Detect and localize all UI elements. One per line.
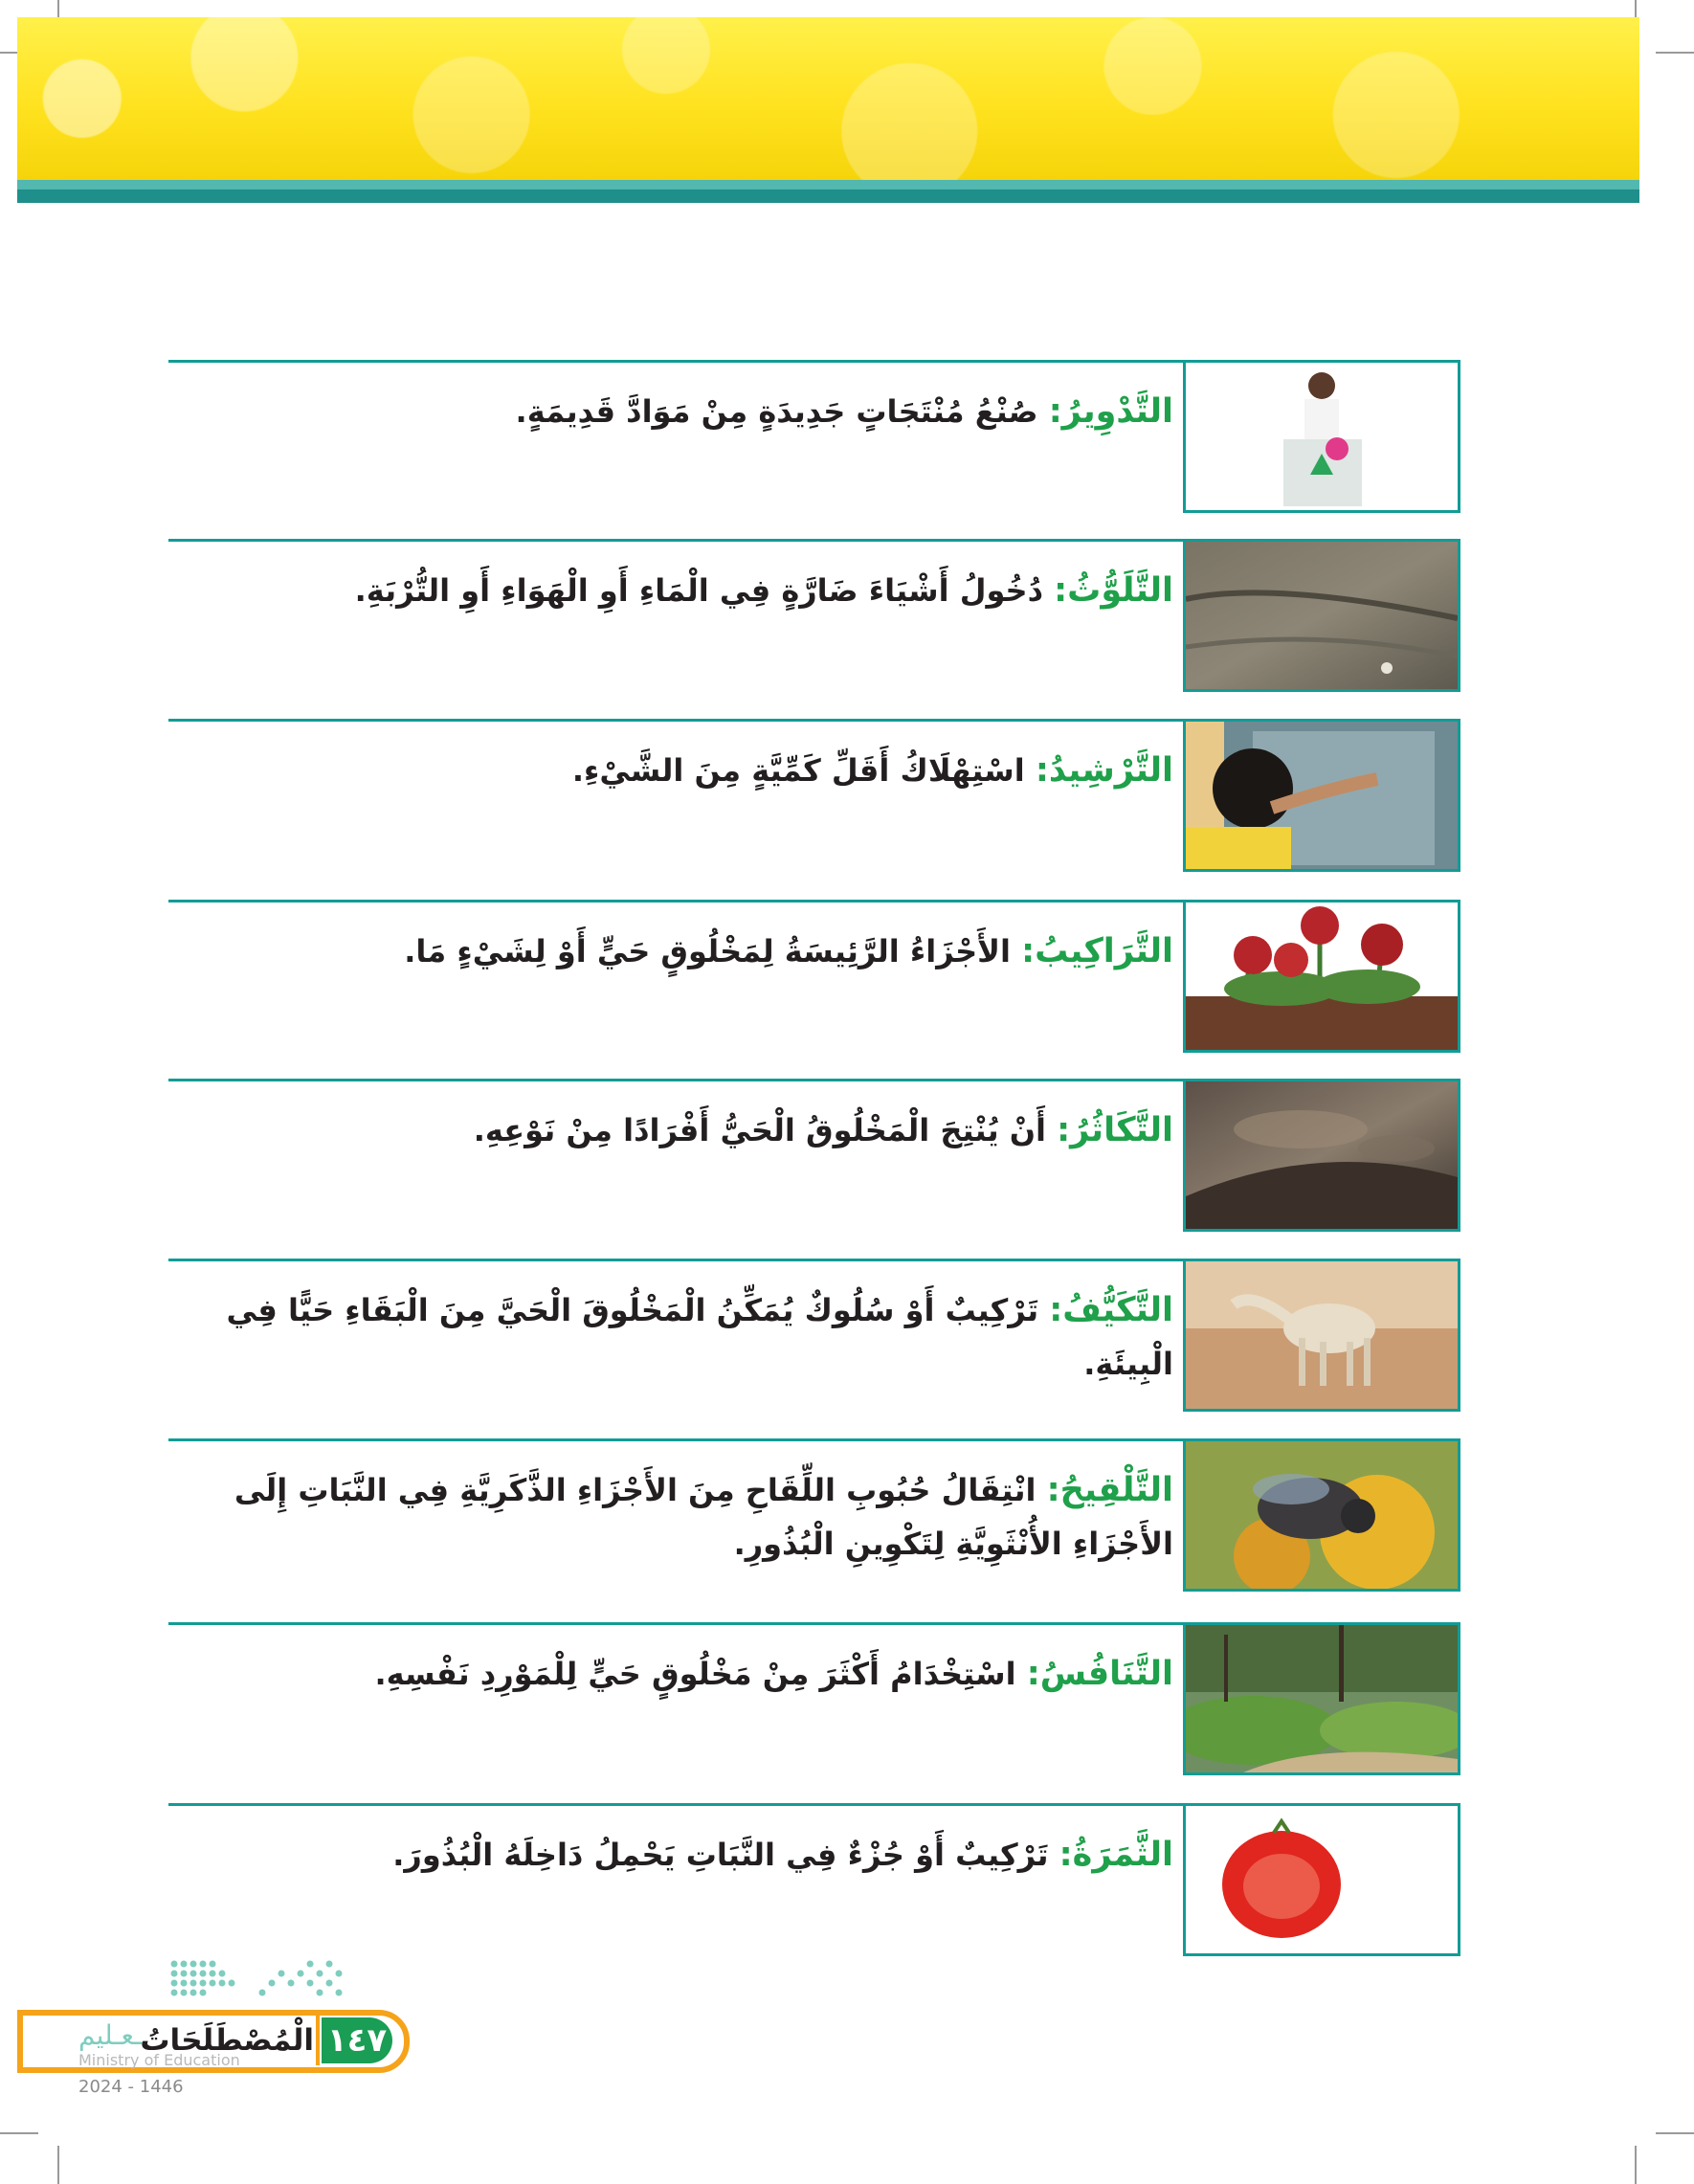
crop-mark <box>1635 2146 1637 2184</box>
camel-desert-photo <box>1183 1259 1460 1412</box>
entry-rule <box>168 1438 1183 1441</box>
entry-term: التَّكَيُّفُ: <box>1049 1291 1173 1329</box>
entry-text <box>197 744 1173 797</box>
header-stripe-dark <box>17 189 1639 203</box>
ministry-logo-dots <box>170 1958 343 2000</box>
entry-rule <box>168 360 1183 363</box>
glossary-entry <box>168 1803 1460 1956</box>
entry-term: التَّدْوِيرُ: <box>1048 392 1173 431</box>
entry-rule <box>168 1259 1183 1261</box>
glossary-entry <box>168 1259 1460 1412</box>
entry-term: التَّلْقِيحُ: <box>1046 1471 1173 1509</box>
header-banner <box>17 17 1639 180</box>
entry-definition: تَرْكِيبٌ أَوْ سُلُوكٌ يُمَكِّنُ الْمَخْلُوقَ الْحَيَّ مِنَ الْبَقَاءِ حَيًّا فِي الْبِيئَةِ. <box>226 1292 1173 1382</box>
entry-definition: انْتِقَالُ حُبُوبِ اللِّقَاحِ مِنَ الأَجْزَاءِ الذَّكَرِيَّةِ فِي النَّبَاتِ إِلَى الأَجْزَاءِ الأُنْثَوِيَّةِ لِتَكْوِينِ الْبُذُورِ. <box>234 1472 1173 1562</box>
crop-mark <box>1656 52 1694 54</box>
entry-definition: الأَجْزَاءُ الرَّئِيسَةُ لِمَخْلُوقٍ حَيٍّ أَوْ لِشَيْءٍ مَا. <box>404 933 1022 969</box>
red-flowers-photo <box>1183 900 1460 1053</box>
entry-definition: دُخُولُ أَشْيَاءَ ضَارَّةٍ فِي الْمَاءِ أَوِ الْهَوَاءِ أَوِ التُّرْبَةِ. <box>354 572 1055 609</box>
entry-rule <box>168 1079 1183 1081</box>
ministry-name: Ministry of Education <box>78 2051 240 2069</box>
entry-text <box>197 564 1173 617</box>
entry-term: التَّرْشِيدُ: <box>1035 751 1173 790</box>
entry-text <box>197 1647 1173 1701</box>
entry-text <box>197 925 1173 978</box>
polluted-ground-photo <box>1183 539 1460 692</box>
entry-rule <box>168 719 1183 722</box>
entry-definition: اسْتِهْلَاكُ أَقَلِّ كَمِّيَّةٍ مِنَ الشَّيْءِ. <box>571 752 1036 789</box>
crop-mark <box>1656 2132 1694 2134</box>
ministry-logo-text: ـعـليم <box>78 2019 143 2051</box>
entry-text <box>197 1103 1173 1157</box>
entry-definition: اسْتِخْدَامُ أَكْثَرَ مِنْ مَخْلُوقٍ حَيٍّ لِلْمَوْرِدِ نَفْسِهِ. <box>374 1656 1027 1692</box>
entry-definition: صُنْعُ مُنْتَجَاتٍ جَدِيدَةٍ مِنْ مَوَادَّ قَدِيمَةٍ. <box>515 393 1049 430</box>
glossary-entry <box>168 719 1460 872</box>
entry-rule <box>168 539 1183 542</box>
boy-washing-hands-photo <box>1183 719 1460 872</box>
entry-definition: أَنْ يُنْتِجَ الْمَخْلُوقُ الْحَيُّ أَفْرَادًا مِنْ نَوْعِهِ. <box>473 1112 1058 1148</box>
edition-year: 2024 - 1446 <box>78 2077 184 2097</box>
entry-rule <box>168 900 1183 903</box>
entry-term: التَّكَاثُرُ: <box>1057 1111 1173 1149</box>
tomato-half-photo <box>1183 1803 1460 1956</box>
rock-texture-photo <box>1183 1079 1460 1232</box>
glossary-entry <box>168 1079 1460 1232</box>
child-recycling-photo <box>1183 360 1460 513</box>
glossary-entry <box>168 1622 1460 1775</box>
entry-term: الثَّمَرَةُ: <box>1059 1836 1173 1874</box>
palm-grove-photo <box>1183 1622 1460 1775</box>
glossary-entry <box>168 900 1460 1053</box>
entry-text <box>197 385 1173 438</box>
entry-rule <box>168 1803 1183 1806</box>
entry-term: التَّرَاكِيبُ: <box>1021 932 1173 970</box>
entry-term: التَّلَوُّثُ: <box>1054 571 1173 610</box>
glossary-entry <box>168 1438 1460 1592</box>
crop-mark <box>0 2132 38 2134</box>
entry-text <box>197 1283 1173 1391</box>
page-number: ١٤٧ <box>322 2017 392 2063</box>
crop-mark <box>57 2146 59 2184</box>
entry-text <box>197 1828 1173 1882</box>
entry-definition: تَرْكِيبٌ أَوْ جُزْءٌ فِي النَّبَاتِ يَحْمِلُ دَاخِلَهُ الْبُذُورَ. <box>392 1837 1059 1873</box>
glossary-entry <box>168 539 1460 692</box>
entry-term: التَّنَافُسُ: <box>1026 1655 1173 1693</box>
bee-on-flower-photo <box>1183 1438 1460 1592</box>
entry-text <box>197 1463 1173 1571</box>
header-stripe-light <box>17 180 1639 189</box>
section-label: الْمُصْطَلَحَاتُ <box>140 2023 314 2058</box>
footer-separator <box>316 2016 320 2065</box>
entry-rule <box>168 1622 1183 1625</box>
glossary-entry <box>168 360 1460 513</box>
